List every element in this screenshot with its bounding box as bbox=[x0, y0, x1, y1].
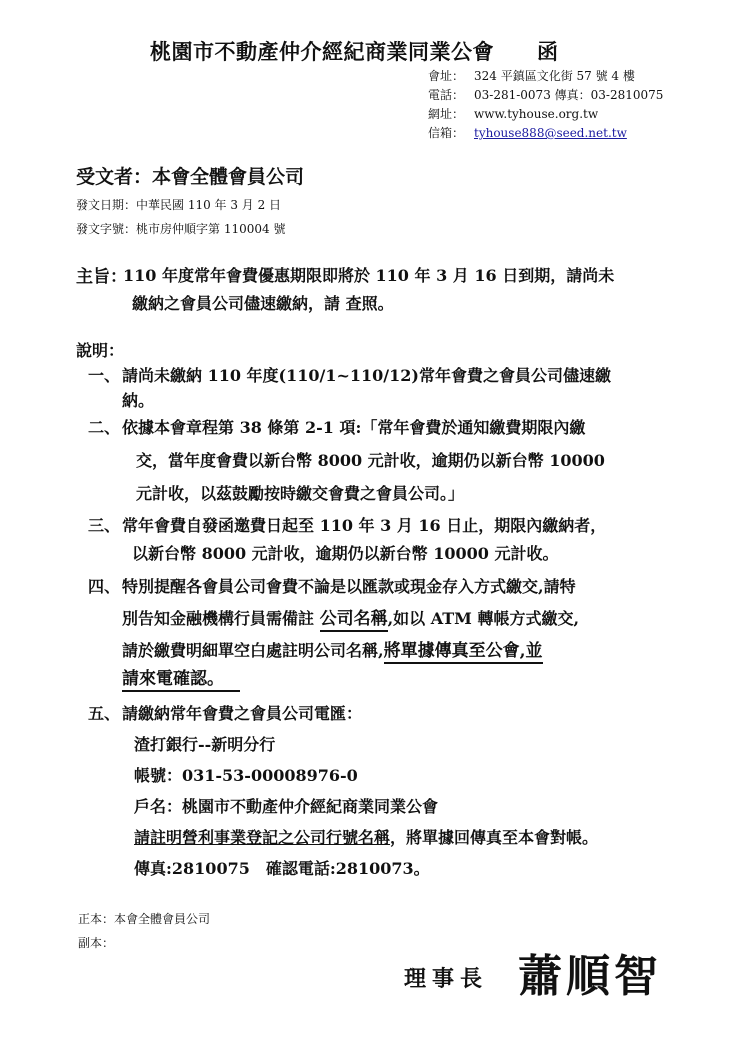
company-name-emphasis: 公司名稱 bbox=[320, 609, 388, 632]
explanation-label: 說明： bbox=[76, 341, 125, 360]
item-2-number: 二、 bbox=[88, 418, 121, 437]
subject-line-2: 繳納之會員公司儘速繳納，請 查照。 bbox=[132, 294, 394, 313]
bank-name: 渣打銀行--新明分行 bbox=[134, 735, 276, 754]
item-1-number: 一、 bbox=[88, 366, 121, 385]
item-4-line-2-end: ,如以 ATM 轉帳方式繳交, bbox=[387, 609, 580, 628]
document-title: 桃園市不動產仲介經紀商業同業公會 函 bbox=[150, 39, 559, 64]
fax-confirm-phone: 傳真:2810075 確認電話:2810073。 bbox=[134, 859, 430, 878]
item-2-line-3: 元計收，以茲鼓勵按時繳交會費之會員公司。」 bbox=[136, 484, 465, 503]
copy-recipient: 副本： bbox=[78, 936, 115, 950]
website-line bbox=[428, 106, 598, 123]
phone-label: 電話： bbox=[428, 88, 465, 102]
issue-date: 發文日期：中華民國 110 年 3 月 2 日 bbox=[76, 198, 282, 212]
item-4-line-2 bbox=[122, 604, 579, 629]
item-5-line-1: 請繳納常年會費之會員公司電匯： bbox=[122, 704, 363, 723]
subject-line-1: 110 年度常年會費優惠期限即將於 110 年 3 月 16 日到期，請尚未 bbox=[123, 266, 615, 285]
item-4-line-4 bbox=[122, 664, 240, 689]
call-confirm-emphasis: 請來電確認。 bbox=[122, 669, 240, 692]
item-5-number: 五、 bbox=[88, 704, 121, 723]
business-name-note: 請註明營利事業登記之公司行號名稱 bbox=[134, 828, 391, 847]
email-link[interactable]: tyhouse888@seed.net.tw bbox=[474, 126, 627, 140]
recipient: 受文者：本會全體會員公司 bbox=[76, 166, 305, 188]
phone-value: 03-281-0073 傳真：03-2810075 bbox=[474, 88, 664, 102]
address-value: 324 平鎮區文化街 57 號 4 樓 bbox=[474, 69, 635, 83]
website-label: 網址： bbox=[428, 107, 465, 121]
item-4-number: 四、 bbox=[88, 577, 121, 596]
subject-label: 主旨： bbox=[76, 267, 127, 287]
account-number: 帳號：031-53-00008976-0 bbox=[134, 766, 358, 785]
email-line bbox=[428, 125, 627, 142]
account-name: 戶名：桃園市不動產仲介經紀商業同業公會 bbox=[134, 797, 439, 816]
item-4-line-3 bbox=[122, 636, 543, 661]
item-4-line-3-start: 請於繳費明細單空白處註明公司名稱, bbox=[122, 641, 384, 660]
phone-line bbox=[428, 87, 663, 104]
item-5-note-end: ，將單據回傳真至本會對帳。 bbox=[390, 828, 599, 847]
original-recipient: 正本：本會全體會員公司 bbox=[78, 912, 211, 926]
item-4-line-1: 特別提醒各會員公司會費不論是以匯款或現金存入方式繳交,請特 bbox=[122, 577, 576, 596]
address-label: 會址： bbox=[428, 69, 465, 83]
chairman-signature: 蕭順智 bbox=[518, 951, 662, 1002]
chairman-title: 理事長 bbox=[404, 966, 489, 992]
item-2-line-2: 交，當年度會費以新台幣 8000 元計收，逾期仍以新台幣 10000 bbox=[136, 451, 605, 470]
item-1-line-2: 納。 bbox=[122, 391, 155, 410]
address-line bbox=[428, 68, 635, 85]
website-value: www.tyhouse.org.tw bbox=[474, 107, 599, 121]
item-2-line-1: 依據本會章程第 38 條第 2-1 項:「常年會費於通知繳費期限內繳 bbox=[122, 418, 586, 437]
item-3-line-2: 以新台幣 8000 元計收，逾期仍以新台幣 10000 元計收。 bbox=[132, 544, 559, 563]
item-5-note bbox=[134, 825, 598, 848]
item-1-line-1: 請尚未繳納 110 年度(110/1~110/12)常年會費之會員公司儘速繳 bbox=[122, 366, 611, 385]
item-3-line-1: 常年會費自發函邀費日起至 110 年 3 月 16 日止，期限內繳納者， bbox=[122, 516, 607, 535]
item-3-number: 三、 bbox=[88, 516, 121, 535]
fax-receipt-emphasis: 將單據傳真至公會,並 bbox=[384, 641, 543, 664]
issue-number: 發文字號：桃市房仲順字第 110004 號 bbox=[76, 222, 286, 236]
item-4-line-2-start: 別告知金融機構行員需備註 bbox=[122, 609, 320, 628]
email-label: 信箱： bbox=[428, 126, 465, 140]
